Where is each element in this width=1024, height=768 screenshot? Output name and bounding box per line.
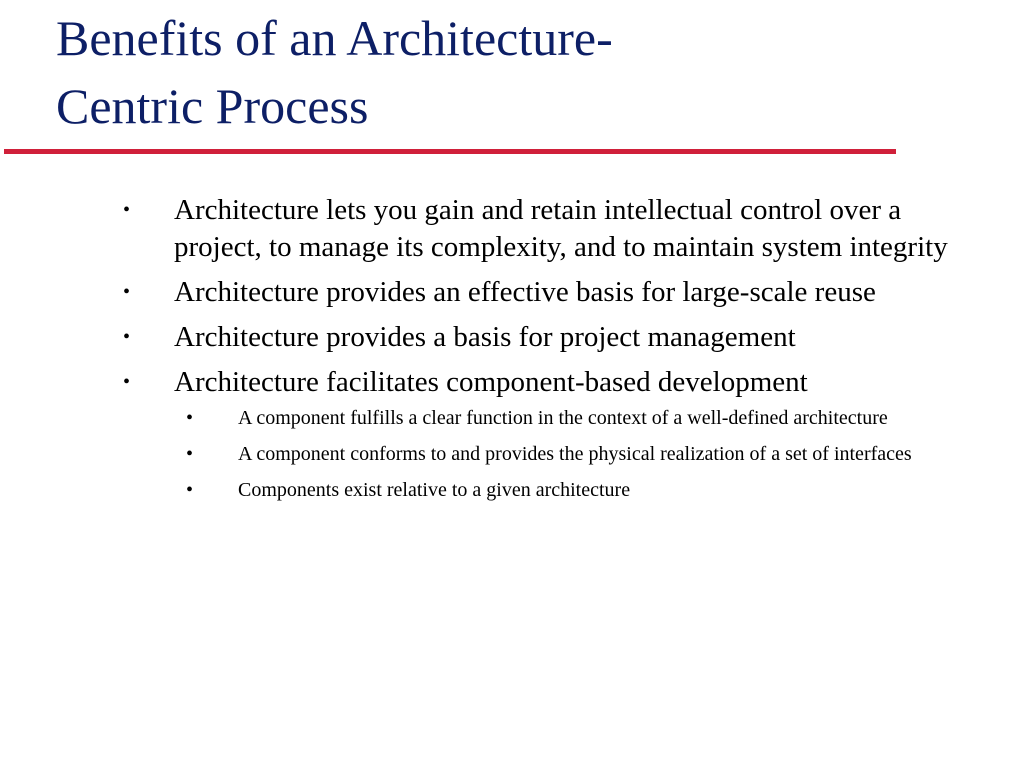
bullet-list: [114, 192, 994, 513]
sub-bullet-list: [114, 405, 994, 503]
bullet-item: [114, 319, 994, 356]
sub-bullet-dot-icon: •: [186, 479, 194, 501]
sub-bullet-text: A component conforms to and provides the physical realization of a set of interfaces: [238, 443, 912, 465]
sub-bullet-item: [114, 441, 994, 467]
slide-title: [56, 4, 956, 140]
title-underline: [4, 149, 896, 154]
sub-bullet-group: [114, 405, 994, 503]
sub-bullet-text: A component fulfills a clear function in the context of a well-defined architecture: [238, 407, 888, 429]
bullet-item: [114, 274, 994, 311]
bullet-text: Architecture lets you gain and retain intellectual control over a project, to manage its complexity, and to maintain system integrity: [174, 194, 948, 263]
bullet-item: [114, 192, 994, 266]
sub-bullet-item: [114, 477, 994, 503]
sub-bullet-dot-icon: •: [186, 407, 194, 429]
slide-title-line-1: Benefits of an Architecture-: [56, 10, 613, 66]
bullet-text: Architecture provides an effective basis for large-scale reuse: [174, 276, 876, 308]
sub-bullet-item: [114, 405, 994, 431]
bullet-dot-icon: •: [123, 199, 131, 221]
bullet-dot-icon: •: [123, 326, 131, 348]
slide-title-line-2: Centric Process: [56, 78, 369, 134]
bullet-dot-icon: •: [123, 371, 131, 393]
bullet-text: Architecture facilitates component-based development: [174, 366, 808, 398]
bullet-text: Architecture provides a basis for project management: [174, 321, 796, 353]
sub-bullet-text: Components exist relative to a given architecture: [238, 479, 631, 501]
bullet-item: [114, 364, 994, 401]
sub-bullet-dot-icon: •: [186, 443, 194, 465]
bullet-dot-icon: •: [123, 281, 131, 303]
